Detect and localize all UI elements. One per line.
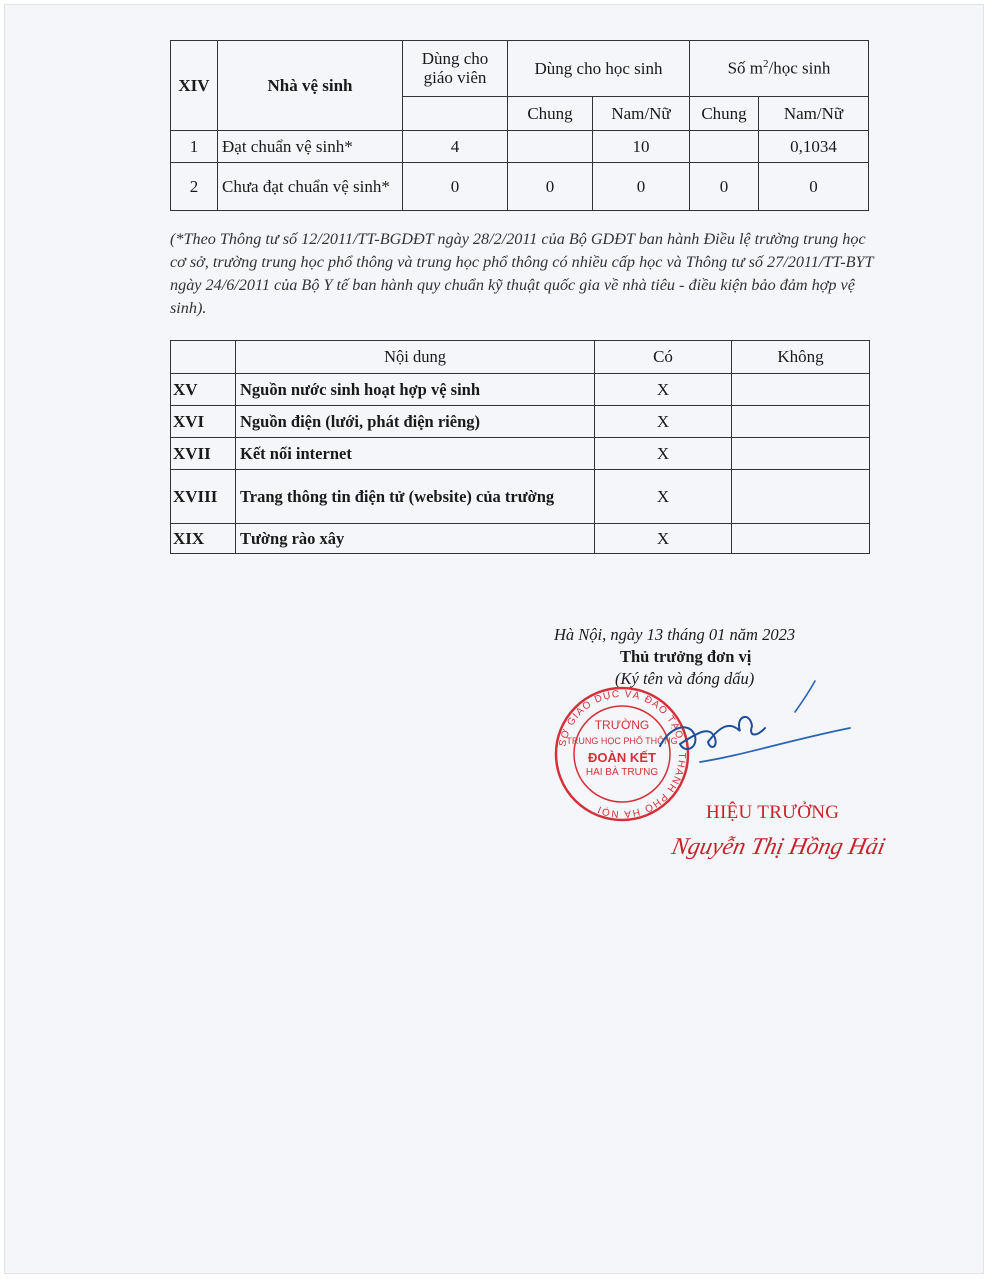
- signature-chief: Thủ trưởng đơn vị: [620, 647, 752, 666]
- row-label: Kết nối internet: [236, 438, 595, 470]
- sub-chung-area: Chung: [690, 97, 759, 131]
- cell-yes: X: [595, 374, 732, 406]
- cell-yes: X: [595, 524, 732, 554]
- cell-no: [732, 524, 870, 554]
- stamp-line-3: ĐOÀN KẾT: [588, 750, 656, 765]
- table-row: [171, 131, 869, 163]
- table-row: [171, 406, 870, 438]
- row-number: XV: [171, 374, 236, 406]
- svg-text:SỞ GIÁO DỤC VÀ ĐÀO TẠO · THÀNH: SỞ GIÁO DỤC VÀ ĐÀO TẠO · THÀNH PHỐ HÀ NỘI: [557, 688, 688, 820]
- sub-namnu-student: Nam/Nữ: [593, 97, 690, 131]
- cell-area-namnu: 0,1034: [759, 131, 869, 163]
- section-title: Nhà vệ sinh: [218, 41, 403, 131]
- toilet-table: [170, 40, 869, 211]
- cell-student-chung: 0: [508, 163, 593, 211]
- row-label: Đạt chuẩn vệ sinh*: [218, 131, 403, 163]
- stamp-line-1: TRƯỜNG: [594, 718, 650, 732]
- signature-note: (Ký tên và đóng dấu): [615, 669, 755, 688]
- row-number: 2: [171, 163, 218, 211]
- stamp-line-4: HAI BÀ TRƯNG: [585, 767, 659, 778]
- facilities-table: [170, 340, 870, 554]
- handwritten-signature: [640, 676, 860, 776]
- col-no-header: Không: [732, 341, 870, 374]
- signature-date: Hà Nội, ngày 13 tháng 01 năm 2023: [554, 625, 796, 644]
- col-yes-header: Có: [595, 341, 732, 374]
- row-number: XVIII: [171, 470, 236, 524]
- table-row: [171, 524, 870, 554]
- cell-student-namnu: 10: [593, 131, 690, 163]
- col-student-header: Dùng cho học sinh: [508, 41, 690, 97]
- row-label: Chưa đạt chuẩn vệ sinh*: [218, 163, 403, 211]
- cell-area-chung: 0: [690, 163, 759, 211]
- cell-yes: X: [595, 438, 732, 470]
- col-content-header: Nội dung: [236, 341, 595, 374]
- signer-title: HIỆU TRƯỞNG: [706, 802, 840, 823]
- table-row: [171, 374, 870, 406]
- col-teacher-header: Dùng cho giáo viên: [403, 41, 508, 97]
- row-label: Tường rào xây: [236, 524, 595, 554]
- cell-student-namnu: 0: [593, 163, 690, 211]
- row-number: XVI: [171, 406, 236, 438]
- table-row: [171, 438, 870, 470]
- cell-teacher: 4: [403, 131, 508, 163]
- col-area-header: Số $m^2$/học sinh: [690, 41, 869, 97]
- col-number-header: [171, 341, 236, 374]
- cell-yes: X: [595, 470, 732, 524]
- cell-area-namnu: 0: [759, 163, 869, 211]
- row-label: Nguồn nước sinh hoạt hợp vệ sinh: [236, 374, 595, 406]
- row-number: XVII: [171, 438, 236, 470]
- cell-teacher: 0: [403, 163, 508, 211]
- cell-no: [732, 438, 870, 470]
- row-label: Nguồn điện (lưới, phát điện riêng): [236, 406, 595, 438]
- section-number: XIV: [171, 41, 218, 131]
- row-label: Trang thông tin điện tử (website) của trường: [236, 470, 595, 524]
- table-row: [171, 163, 869, 211]
- row-number: XIX: [171, 524, 236, 554]
- cell-student-chung: [508, 131, 593, 163]
- col-teacher-sub: [403, 97, 508, 131]
- cell-no: [732, 406, 870, 438]
- table-row: [171, 470, 870, 524]
- cell-no: [732, 374, 870, 406]
- cell-yes: X: [595, 406, 732, 438]
- signer-name: Nguyễn Thị Hồng Hải: [669, 834, 888, 860]
- sub-namnu-area: Nam/Nữ: [759, 97, 869, 131]
- footnote: (*Theo Thông tư số 12/2011/TT-BGDĐT ngày 28/2/2011 của Bộ GDĐT ban hành Điều lệ trường trung học cơ sở, trường trung học phổ thông và trung học phổ thông có nhiều cấp học và Thông tư số 27/2011/TT-BYT ngày 24/6/2011 của Bộ Y tế ban hành quy chuẩn kỹ thuật quốc gia về nhà tiêu - điều kiện bảo đảm hợp vệ sinh).: [170, 230, 874, 317]
- sub-chung-student: Chung: [508, 97, 593, 131]
- row-number: 1: [171, 131, 218, 163]
- cell-no: [732, 470, 870, 524]
- cell-area-chung: [690, 131, 759, 163]
- stamp-line-2: TRUNG HỌC PHỔ THÔNG: [566, 736, 678, 746]
